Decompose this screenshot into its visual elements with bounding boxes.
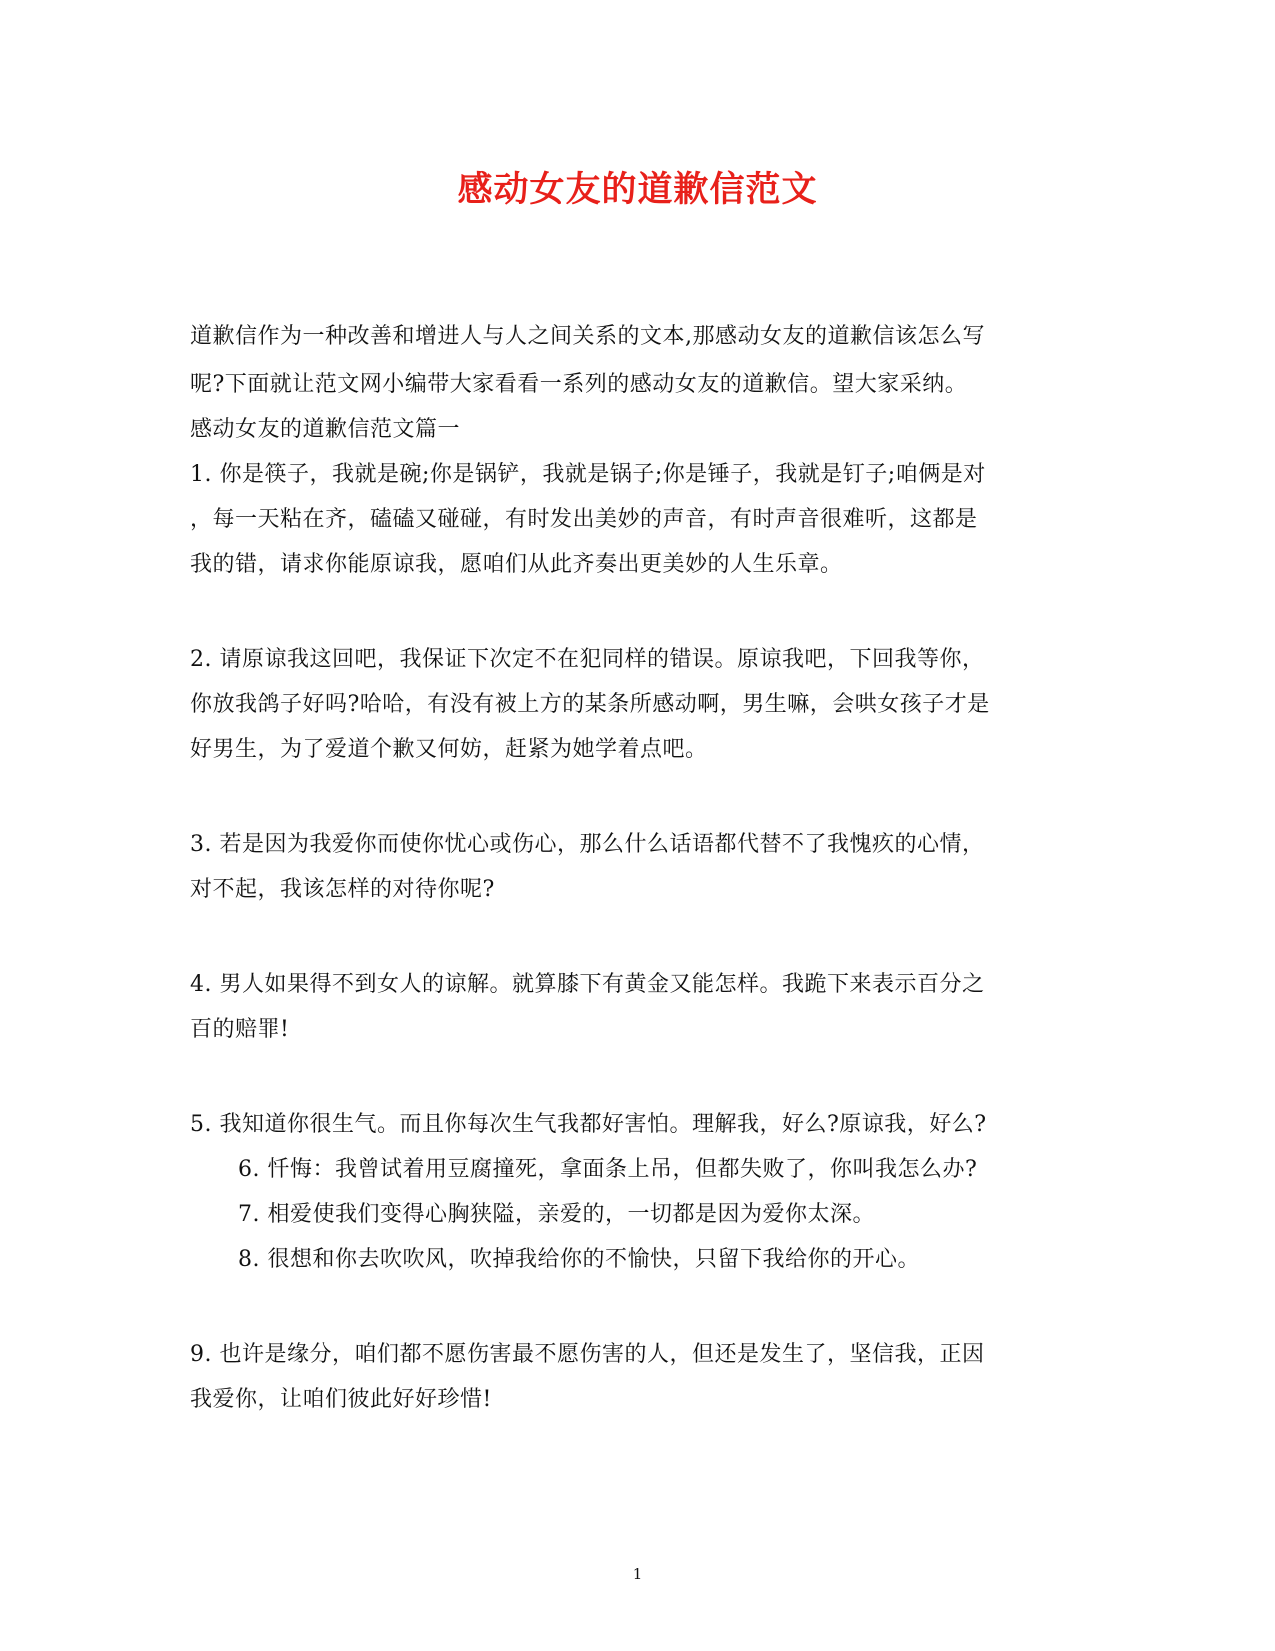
body-line: 5. 我知道你很生气。而且你每次生气我都好害怕。理解我，好么?原谅我，好么? — [190, 1112, 987, 1137]
body-line: 2. 请原谅我这回吧，我保证下次定不在犯同样的错误。原谅我吧，下回我等你， — [190, 647, 985, 672]
body-line: ，每一天粘在齐，磕磕又碰碰，有时发出美妙的声音，有时声音很难听，这都是 — [190, 507, 978, 532]
page-number: 1 — [632, 1565, 643, 1583]
body-line: 你放我鸽子好吗?哈哈，有没有被上方的某条所感动啊，男生嘛，会哄女孩子才是 — [190, 692, 990, 717]
body-line: 呢?下面就让范文网小编带大家看看一系列的感动女友的道歉信。望大家采纳。 — [190, 372, 968, 397]
section-heading: 感动女友的道歉信范文篇一 — [190, 417, 461, 442]
body-line: 百的赔罪! — [190, 1017, 290, 1042]
body-line-indented: 6. 忏悔：我曾试着用豆腐撞死，拿面条上吊，但都失败了，你叫我怎么办? — [238, 1157, 978, 1182]
body-line: 我的错，请求你能原谅我，愿咱们从此齐奏出更美妙的人生乐章。 — [190, 552, 843, 577]
body-line-indented: 8. 很想和你去吹吹风，吹掉我给你的不愉快，只留下我给你的开心。 — [238, 1247, 920, 1272]
body-line: 对不起，我该怎样的对待你呢? — [190, 877, 495, 902]
body-line: 3. 若是因为我爱你而使你忧心或伤心，那么什么话语都代替不了我愧疚的心情， — [190, 832, 985, 857]
document-title: 感动女友的道歉信范文 — [457, 169, 818, 210]
body-line-indented: 7. 相爱使我们变得心胸狭隘，亲爱的，一切都是因为爱你太深。 — [238, 1202, 875, 1227]
body-line: 1. 你是筷子，我就是碗;你是锅铲，我就是锅子;你是锤子，我就是钉子;咱俩是对 — [190, 462, 986, 487]
body-line: 9. 也许是缘分，咱们都不愿伤害最不愿伤害的人，但还是发生了，坚信我，正因 — [190, 1342, 985, 1367]
body-line: 好男生，为了爱道个歉又何妨，赶紧为她学着点吧。 — [190, 737, 708, 762]
body-line: 4. 男人如果得不到女人的谅解。就算膝下有黄金又能怎样。我跪下来表示百分之 — [190, 972, 985, 997]
body-line: 道歉信作为一种改善和增进人与人之间关系的文本,那感动女友的道歉信该怎么写 — [190, 324, 985, 349]
body-line: 我爱你，让咱们彼此好好珍惜! — [190, 1387, 492, 1412]
